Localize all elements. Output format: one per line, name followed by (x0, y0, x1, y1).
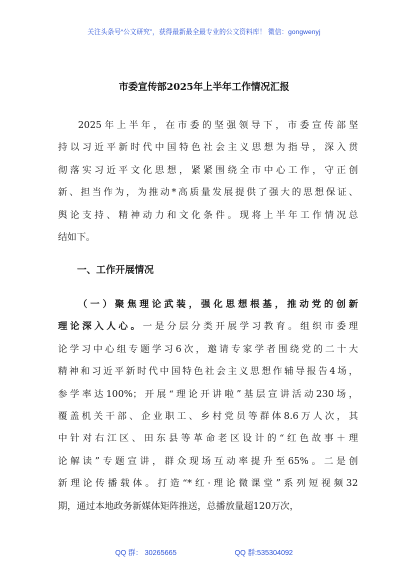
document-title: 市委宣传部2025年上半年工作情况汇报 (118, 82, 290, 93)
paragraph-line: 参学率达100%；开展“理论开讲啦”基层宣讲活动230场， (58, 388, 358, 400)
paragraph-text: 一是分层分类开展学习教育。组织市委理 (142, 321, 358, 333)
intro-line: 2025年上半年，在市委的坚强领导下，市委宣传部坚 (78, 120, 358, 131)
section-paragraph (58, 294, 358, 518)
footer (0, 548, 408, 558)
footer-qq-group-1: QQ 群： 30265665 (115, 548, 177, 557)
subsection-heading: （一）聚焦理论武装，强化思想根基，推动党的创新 (78, 299, 358, 310)
paragraph-line: 新理论传播载体。打造“*红·理论微课堂”系列短视频32 (58, 478, 358, 490)
intro-line: 结如下。 (58, 231, 96, 243)
paragraph-line: 覆盖机关干部、企业职工、乡村党员等群体8.6万人次，其 (58, 410, 358, 422)
section-heading: 一、工作开展情况 (77, 265, 154, 276)
subsection-heading-continued: 理论深入人心。 (58, 321, 143, 333)
intro-line: 彻落实习近平文化思想，紧紧围绕全市中心工作，守正创 (58, 164, 358, 176)
paragraph-line (58, 316, 358, 338)
footer-qq-group-2: QQ 群:535304092 (234, 548, 293, 557)
intro-paragraph (58, 115, 358, 249)
paragraph-line: 论学习中心组专题学习6次，邀请专家学者围绕党的二十大 (58, 343, 358, 355)
intro-line: 持以习近平新时代中国特色社会主义思想为指导，深入贯 (58, 142, 358, 154)
paragraph-line: 精神和习近平新时代中国特色社会主义思想作辅导报告4场， (58, 366, 358, 378)
paragraph-line: 中针对右江区、田东县等革命老区设计的“红色故事＋理 (58, 433, 358, 445)
intro-line: 舆论支持、精神动力和文化条件。现将上半年工作情况总 (58, 209, 358, 221)
intro-line: 新、担当作为，为推动*高质量发展提供了强大的思想保证、 (58, 187, 358, 199)
paragraph-line: 期，通过本地政务新媒体矩阵推送，总播放量超120万次， (58, 500, 299, 512)
header-banner: 关注头条号“公文研究”，获得最新最全最专业的公文资料库！ 微信：gongwenyj (87, 29, 321, 36)
paragraph-line: 论解读”专题宣讲，群众现场互动率提升至65%。二是创 (58, 455, 358, 467)
